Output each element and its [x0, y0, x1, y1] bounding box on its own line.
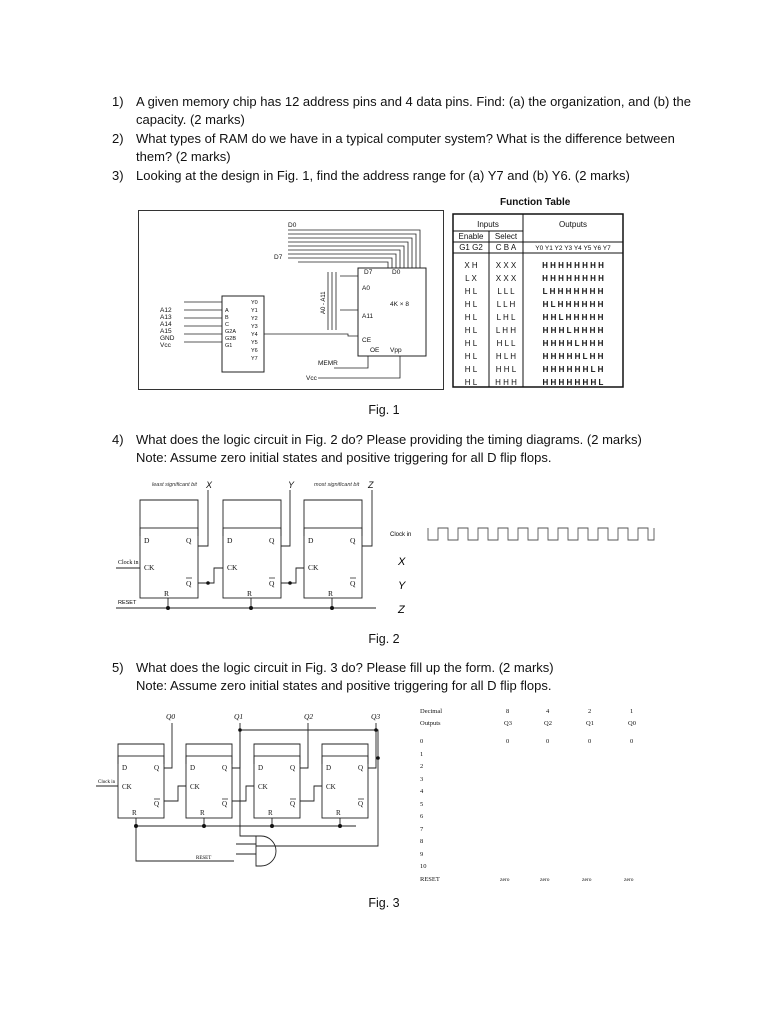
chip-d7-pin: D7: [364, 269, 373, 276]
ff2-ck: CK: [227, 563, 238, 572]
weight-4: 4: [546, 708, 550, 715]
weight-8: 8: [506, 708, 510, 715]
ff-b-d: D: [190, 764, 196, 772]
ff-b-q: Q: [222, 764, 228, 772]
decoder-pin-y2: Y2: [251, 316, 258, 322]
timing-y-label: Y: [398, 580, 406, 592]
ff-b-ck: CK: [190, 783, 200, 791]
ff3-ck: CK: [308, 563, 319, 572]
decoder-pin-b: B: [225, 315, 229, 321]
question-note: Note: Assume zero initial states and positive triggering for all D flip flops.: [136, 678, 552, 693]
ff1-qbar: Q: [186, 579, 192, 588]
ff-c-r: R: [268, 809, 273, 817]
question-number: 4): [112, 432, 124, 447]
decoder-input-a15: A15: [160, 328, 172, 335]
msb-label: most significant bit: [314, 482, 360, 488]
row-9: 9: [420, 851, 424, 858]
question-text: What does the logic circuit in Fig. 2 do? Please providing the timing diagrams. (2 marks): [136, 432, 642, 447]
fig3-form: [418, 704, 658, 884]
question-number: 1): [112, 94, 124, 109]
timing-z-label: Z: [398, 604, 405, 616]
ft-row-select-cell: L L L: [497, 287, 515, 296]
weight-1: 1: [630, 708, 634, 715]
ff3-r: R: [328, 589, 334, 598]
fig1-circuit: [138, 210, 444, 390]
decoder-pin-y0: Y0: [251, 300, 258, 306]
row-6: 6: [420, 813, 424, 820]
ff-d-q: Q: [358, 764, 364, 772]
ft-row-enable-cell: H L: [464, 365, 478, 374]
row0-q3: 0: [506, 738, 510, 745]
ff-d-r: R: [336, 809, 341, 817]
fig2-reset-label: RESET: [118, 600, 137, 606]
ft-row-output-cell: H H H H H H L H: [542, 365, 604, 374]
col-q3: Q3: [504, 720, 512, 727]
reset-q2: zero: [540, 877, 550, 883]
ff-a-ck: CK: [122, 783, 132, 791]
fig2-caption: Fig. 2: [368, 632, 400, 646]
row-1: 1: [420, 751, 424, 758]
row0-q1: 0: [588, 738, 592, 745]
row-0: 0: [420, 738, 424, 745]
ff-d-d: D: [326, 764, 332, 772]
ft-row-select-cell: H H L: [495, 365, 517, 374]
ff-a-qbar: Q: [154, 800, 160, 808]
ff3-q: Q: [350, 536, 356, 545]
fig2-y-top: Y: [288, 480, 295, 490]
q3-label: Q3: [371, 712, 381, 721]
question-text: What does the logic circuit in Fig. 3 do? Please fill up the form. (2 marks): [136, 660, 554, 675]
enable-cols: G1 G2: [459, 243, 483, 252]
ft-row-output-cell: H H H H H H H H: [542, 261, 604, 270]
ft-row-enable-cell: H L: [464, 326, 478, 335]
decoder-pin-g2a: G2A: [225, 329, 237, 335]
ft-row-enable-cell: H L: [464, 313, 478, 322]
question-text: A given memory chip has 12 address pins and 4 data pins. Find: (a) the organization, and (b) the capacity. (2 marks): [136, 94, 691, 127]
ft-row-select-cell: X X X: [495, 261, 517, 270]
ff-a-q: Q: [154, 764, 160, 772]
output-cols: Y0 Y1 Y2 Y3 Y4 Y5 Y6 Y7: [535, 245, 611, 252]
ft-row-enable-cell: H L: [464, 378, 478, 387]
data-bus-d7: D7: [274, 254, 283, 261]
fig3-reset-label: RESET: [196, 856, 212, 861]
chip-ce-pin: CE: [362, 337, 372, 344]
row0-q0: 0: [630, 738, 634, 745]
form-decimal-label: Decimal: [420, 708, 443, 715]
question-text: Looking at the design in Fig. 1, find the address range for (a) Y7 and (b) Y6. (2 marks): [136, 168, 630, 183]
q1-label: Q1: [234, 712, 244, 721]
fig3-clock-in-label: Clock in: [98, 780, 116, 785]
fig3-circuit: [96, 706, 396, 884]
chip-a11-pin: A11: [362, 313, 374, 320]
q0-label: Q0: [166, 712, 176, 721]
decoder-pin-y7: Y7: [251, 356, 258, 362]
lsb-label: least significant bit: [152, 482, 197, 488]
decoder-pin-y6: Y6: [251, 348, 258, 354]
ff1-r: R: [164, 589, 170, 598]
ff2-qbar: Q: [269, 579, 275, 588]
enable-header: Enable: [458, 232, 484, 241]
ff-a-r: R: [132, 809, 137, 817]
ft-row-output-cell: H H L H H H H H: [542, 313, 604, 322]
ft-row-select-cell: H H H: [495, 378, 517, 387]
question-2: [112, 130, 692, 166]
ff-c-qbar: Q: [290, 800, 296, 808]
fig2-circuit: [116, 478, 662, 623]
row-2: 2: [420, 763, 424, 770]
chip-oe-pin: OE: [370, 347, 380, 354]
function-table: [452, 213, 624, 388]
col-q1: Q1: [586, 720, 594, 727]
ft-row-output-cell: H L H H H H H H: [542, 300, 604, 309]
ft-row-enable-cell: X H: [464, 261, 478, 270]
row-7: 7: [420, 826, 424, 833]
ft-row-enable-cell: H L: [464, 352, 478, 361]
decoder-input-a14: A14: [160, 321, 172, 328]
ft-row-output-cell: H H H H H L H H: [542, 352, 604, 361]
timing-x-label: X: [398, 556, 406, 568]
ff1-ck: CK: [144, 563, 155, 572]
decoder-pin-y3: Y3: [251, 324, 258, 330]
ff2-d: D: [227, 536, 233, 545]
row-5: 5: [420, 801, 424, 808]
col-q0: Q0: [628, 720, 636, 727]
decoder-pin-c: C: [225, 322, 229, 328]
ff1-q: Q: [186, 536, 192, 545]
ft-row-select-cell: L H L: [496, 313, 516, 322]
fig2-z-top: Z: [368, 480, 374, 490]
decoder-input-vcc: Vcc: [160, 342, 171, 349]
decoder-pin-g1: G1: [225, 343, 233, 349]
decoder-pin-y1: Y1: [251, 308, 258, 314]
timing-clock-in-label: Clock in: [390, 532, 412, 538]
select-header: Select: [494, 232, 518, 241]
reset-q1: zero: [582, 877, 592, 883]
ft-row-output-cell: H H H L H H H H: [542, 326, 604, 335]
ff-d-ck: CK: [326, 783, 336, 791]
ff-c-q: Q: [290, 764, 296, 772]
q2-label: Q2: [304, 712, 314, 721]
ft-row-enable-cell: L X: [465, 274, 477, 283]
chip-vpp-pin: Vpp: [390, 347, 402, 354]
ff3-qbar: Q: [350, 579, 356, 588]
row0-q2: 0: [546, 738, 550, 745]
address-bus-label: A0 - A11: [321, 291, 327, 314]
chip-d0-pin: D0: [392, 269, 401, 276]
row-3: 3: [420, 776, 424, 783]
ft-row-output-cell: H H H H L H H H: [542, 339, 604, 348]
reset-q0: zero: [624, 877, 634, 883]
ft-row-select-cell: H L H: [495, 352, 517, 361]
question-number: 3): [112, 168, 124, 183]
row-8: 8: [420, 838, 424, 845]
question-number: 2): [112, 131, 124, 146]
ff-a-d: D: [122, 764, 128, 772]
fig2-x-top: X: [206, 480, 213, 490]
ft-row-output-cell: H H H H H H H H: [542, 274, 604, 283]
ff-d-qbar: Q: [358, 800, 364, 808]
ff2-r: R: [247, 589, 253, 598]
ff-c-ck: CK: [258, 783, 268, 791]
ff2-q: Q: [269, 536, 275, 545]
question-5: [112, 659, 692, 695]
fig1-caption: Fig. 1: [368, 403, 400, 417]
function-table-title: Function Table: [500, 197, 571, 208]
decoder-pin-y4: Y4: [251, 332, 258, 338]
data-bus-d0: D0: [288, 222, 297, 229]
select-cols: C B A: [495, 243, 517, 252]
ft-row-select-cell: X X X: [495, 274, 517, 283]
ft-row-enable-cell: H L: [464, 339, 478, 348]
col-q2: Q2: [544, 720, 552, 727]
ft-row-output-cell: H H H H H H H L: [542, 378, 604, 387]
decoder-input-a13: A13: [160, 314, 172, 321]
ft-row-enable-cell: H L: [464, 300, 478, 309]
memr-label: MEMR: [318, 360, 338, 367]
ff1-d: D: [144, 536, 150, 545]
ff3-d: D: [308, 536, 314, 545]
row-4: 4: [420, 788, 424, 795]
ft-row-enable-cell: H L: [464, 287, 478, 296]
reset-q3: zero: [500, 877, 510, 883]
decoder-pin-y5: Y5: [251, 340, 258, 346]
vcc-label: Vcc: [306, 375, 317, 382]
fig3-caption: Fig. 3: [368, 896, 400, 910]
clock-waveform: [428, 528, 654, 540]
row-10: 10: [420, 863, 427, 870]
decoder-pin-g2b: G2B: [225, 336, 237, 342]
ft-row-select-cell: L L H: [496, 300, 516, 309]
question-text: What types of RAM do we have in a typical computer system? What is the difference between them? (2 marks): [136, 131, 675, 164]
decoder-pin-a: A: [225, 308, 229, 314]
question-number: 5): [112, 660, 124, 675]
ft-row-select-cell: H L L: [496, 339, 516, 348]
ff-b-r: R: [200, 809, 205, 817]
weight-2: 2: [588, 708, 592, 715]
ft-row-select-cell: L H H: [495, 326, 517, 335]
ff-b-qbar: Q: [222, 800, 228, 808]
chip-a0-pin: A0: [362, 285, 370, 292]
decoder-input-a12: A12: [160, 307, 172, 314]
outputs-header: Outputs: [558, 220, 588, 229]
question-note: Note: Assume zero initial states and positive triggering for all D flip flops.: [136, 450, 552, 465]
decoder-input-gnd: GND: [160, 335, 175, 342]
question-4: [112, 431, 692, 467]
ft-row-output-cell: L H H H H H H H: [542, 287, 604, 296]
ff-c-d: D: [258, 764, 264, 772]
inputs-header: Inputs: [477, 220, 499, 229]
fig2-clock-in-label: Clock in: [118, 560, 139, 566]
form-outputs-label: Outputs: [420, 720, 441, 727]
question-3: [112, 167, 692, 185]
question-1: [112, 93, 692, 129]
form-reset-label: RESET: [420, 876, 440, 883]
chip-name: 4K × 8: [390, 301, 409, 308]
